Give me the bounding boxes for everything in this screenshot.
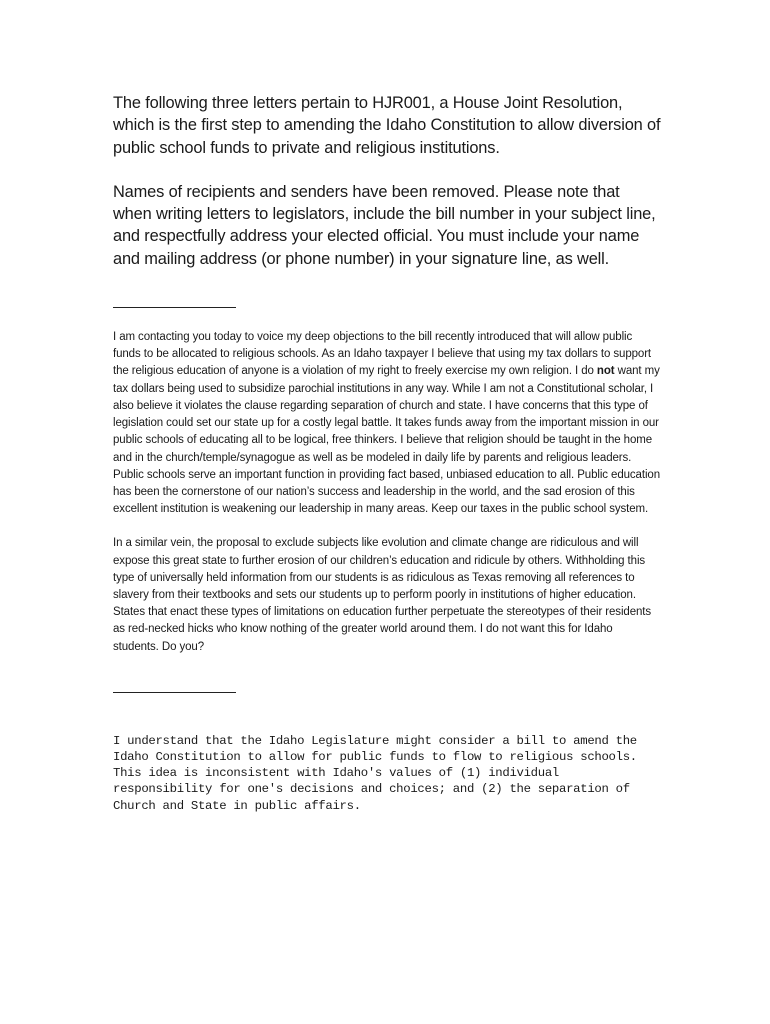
intro-section	[113, 92, 661, 270]
document-page	[113, 92, 661, 814]
separator-line-2	[113, 692, 236, 693]
letter-1	[113, 329, 661, 656]
intro-paragraph-2: Names of recipients and senders have been removed. Please note that when writing letters to legislators, include the bill number in your subject line, and respectfully address your elected official. You must include your name and mailing address (or phone number) in your signature line, as well.	[113, 182, 656, 268]
letter-1-paragraph-2: In a similar vein, the proposal to exclude subjects like evolution and climate change are ridiculous and will expose this great state to further erosion of our children’s education and ridicule by others. Withholding this type of universally held information from our students is as ridiculous as Texas removing all references to slavery from their textbooks and sets our students up to perform poorly in institutions of higher education. States that enact these types of limitations on education further perpetuate the stereotypes of their residents as red-necked hicks who know nothing of the greater world around them. I do not want this for Idaho students. Do you?	[113, 537, 652, 653]
separator-line-1	[113, 307, 236, 308]
letter-1-text-a: I am contacting you today to voice my deep objections to the bill recently introduced that will allow public funds to be allocated to religious schools. As an Idaho taxpayer I believe that using my tax dollars to support the religious education of anyone is a violation of my right to freely exercise my own religion. I do	[113, 331, 652, 378]
letter-2-paragraph-1: I understand that the Idaho Legislature might consider a bill to amend the Idaho Constitution to allow for public funds to flow to religious schools. This idea is inconsistent with Idaho's values of (1) individual responsibility for one's decisions and choices; and (2) the separation of Church and State in public affairs.	[113, 733, 637, 813]
letter-2	[113, 733, 661, 814]
intro-paragraph-1: The following three letters pertain to HJR001, a House Joint Resolution, which is the first step to amending the Idaho Constitution to allow diversion of public school funds to private and religious institutions.	[113, 94, 661, 157]
letter-1-paragraph-1	[113, 329, 661, 518]
letter-1-text-b: want my tax dollars being used to subsidize parochial institutions in any way. While I am not a Constitutional scholar, I also believe it violates the clause regarding separation of church and state. I have concerns that this type of legislation could set our state up for a costly legal battle. It takes funds away from the important mission in our public schools of educating all to be logical, free thinkers. I believe that religion should be taught in the home and in the church/temple/synagogue as well as be modeled in daily life by parents and religious leaders. Public schools serve an important function in providing fact based, unbiased education to all. Public education has been the cornerstone of our nation’s success and leadership in the world, and the sad erosion of this excellent institution is weakening our leadership in many areas. Keep our taxes in the public school system.	[113, 365, 660, 516]
letter-1-bold-not: not	[596, 365, 615, 378]
